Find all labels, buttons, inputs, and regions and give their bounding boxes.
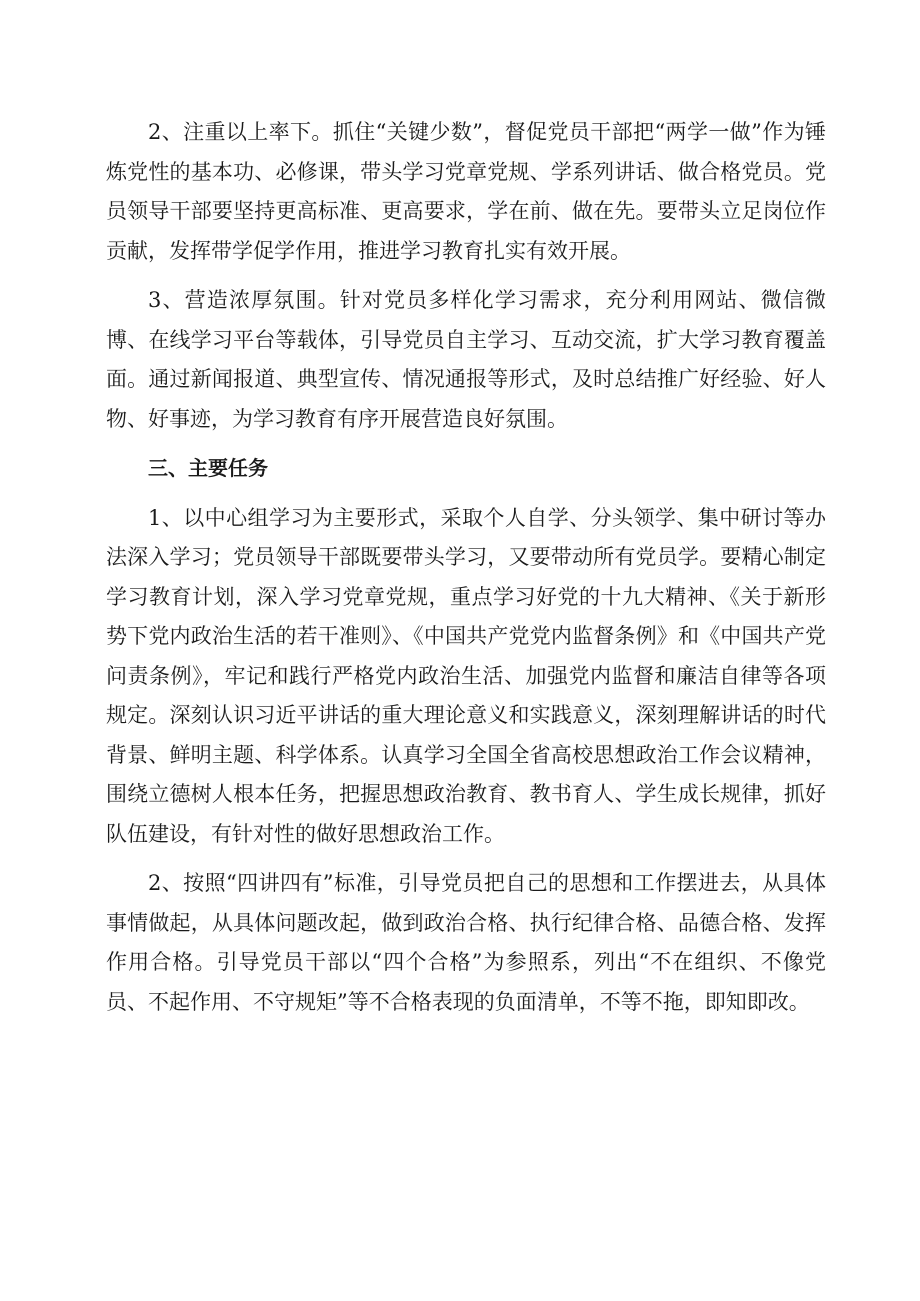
- paragraph-central-group-study: 1、以中心组学习为主要形式，采取个人自学、分头领学、集中研讨等办法深入学习；党员领导干部既要带头学习，又要带动所有党员学。要精心制定学习教育计划，深入学习党章党规，重点学习好党的十九大精神、《关于新形势下党内政治生活的若干准则》、《中国共产党党内监督条例》和《中国共产党问责条例》，牢记和践行严格党内政治生活、加强党内监督和廉洁自律等各项规定。深刻认识习近平讲话的重大理论意义和实践意义，深刻理解讲话的时代背景、鲜明主题、科学体系。认真学习全国全省高校思想政治工作会议精神，围绕立德树人根本任务，把握思想政治教育、教书育人、学生成长规律，抓好队伍建设，有针对性的做好思想政治工作。: [106, 505, 826, 846]
- section-heading-main-tasks: 三、主要任务: [148, 456, 268, 480]
- paragraph-four-talks-four-haves: 2、按照“四讲四有”标准，引导党员把自己的思想和工作摆进去，从具体事情做起，从具体问题改起，做到政治合格、执行纪律合格、品德合格、发挥作用合格。引导党员干部以“四个合格”为参照系，列出“不在组织、不像党员、不起作用、不守规矩”等不合格表现的负面清单，不等不拖，即知即改。: [106, 871, 826, 1014]
- document-body: [106, 113, 826, 1032]
- paragraph-lead-by-example: 2、注重以上率下。抓住“关键少数”，督促党员干部把“两学一做”作为锤炼党性的基本功、必修课，带头学习党章党规、学系列讲话、做合格党员。党员领导干部要坚持更高标准、更高要求，学在前、做在先。要带头立足岗位作贡献，发挥带学促学作用，推进学习教育扎实有效开展。: [106, 120, 826, 263]
- paragraph-create-atmosphere: 3、营造浓厚氛围。针对党员多样化学习需求，充分利用网站、微信微博、在线学习平台等载体，引导党员自主学习、互动交流，扩大学习教育覆盖面。通过新闻报道、典型宣传、情况通报等形式，及时总结推广好经验、好人物、好事迹，为学习教育有序开展营造良好氛围。: [106, 288, 826, 431]
